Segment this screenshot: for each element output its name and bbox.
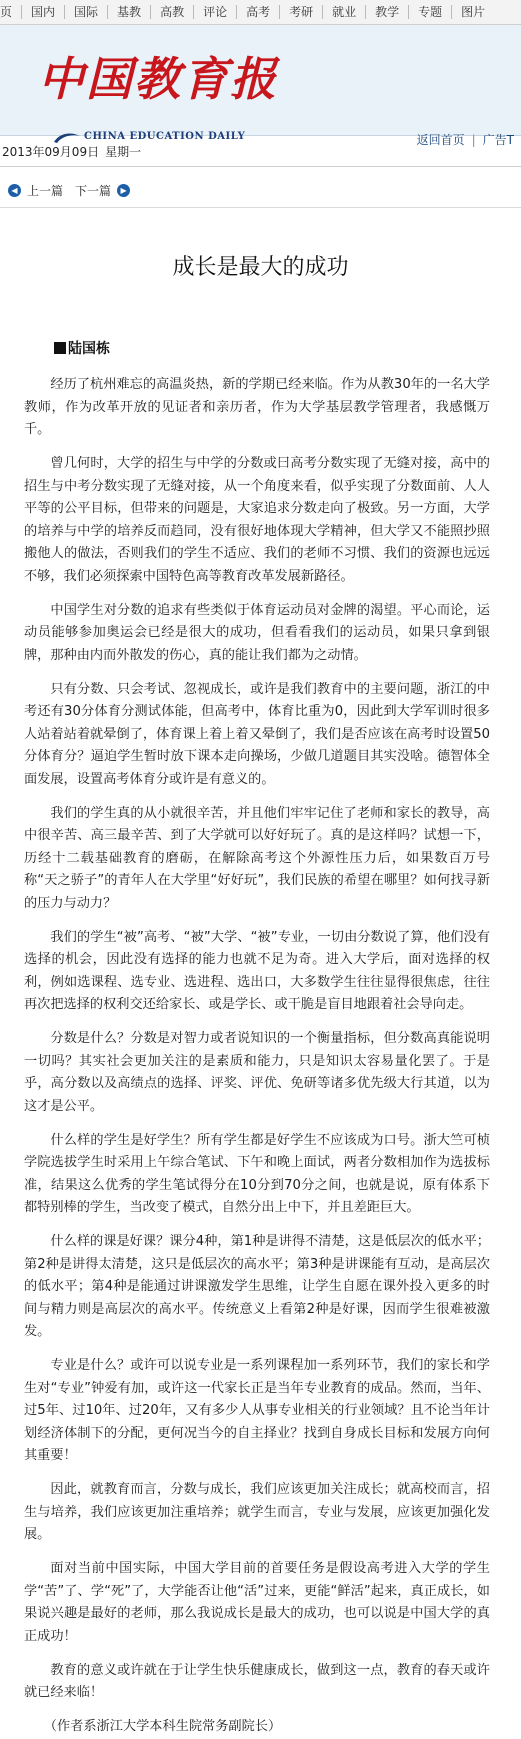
nav-item-jijiao[interactable]: 基教 xyxy=(107,5,150,19)
nav-item-jiuye[interactable]: 就业 xyxy=(322,5,365,19)
nav-item-tupian[interactable]: 图片 xyxy=(451,5,494,19)
nav-item-kaoyan[interactable]: 考研 xyxy=(279,5,322,19)
nav-item-pinglun[interactable]: 评论 xyxy=(193,5,236,19)
masthead xyxy=(0,25,521,147)
ad-link[interactable]: 广告T xyxy=(482,133,514,147)
top-nav xyxy=(0,0,521,25)
nav-item-gaojiao[interactable]: 高教 xyxy=(150,5,193,19)
article-paragraph: 经历了杭州难忘的高温炎热，新的学期已经来临。作为从教30年的一名大学教师，作为改革开放的见证者和亲历者，作为大学基层教学管理者，我感慨万千。 xyxy=(24,377,490,437)
article-paragraph: 我们的学生真的从小就很辛苦，并且他们牢牢记住了老师和家长的教导，高中很辛苦、高三最辛苦、到了大学就可以好好玩了。真的是这样吗？试想一下，历经十二载基础教育的磨砺，在解除高考这个外源性压力后，如果数百万号称“天之骄子”的青年人在大学里“好好玩”，我们民族的希望在哪里？如何找寻新的压力与动力？ xyxy=(24,805,490,911)
article-paragraph: 什么样的学生是好学生？所有学生都是好学生不应该成为口号。浙大竺可桢学院选拔学生时采用上午综合笔试、下午和晚上面试，两者分数相加作为选拔标准，结果这么优秀的学生笔试得分在10分到70分之间，也就是说，原有体系下都特别棒的学生，当改变了模式，自然分出上中下，并且差距巨大。 xyxy=(24,1132,490,1215)
article-paragraph: 因此，就教育而言，分数与成长，我们应该更加关注成长；就高校而言，招生与培养，我们应该更加注重培养；就学生而言，专业与发展，应该更加强化发展。 xyxy=(24,1482,490,1542)
newspaper-logo[interactable]: 中国教育报 xyxy=(38,52,278,106)
home-link[interactable]: 返回首页 xyxy=(416,133,465,147)
article-paragraph: 中国学生对分数的追求有些类似于体育运动员对金牌的渴望。平心而论，运动员能够参加奥运会已经是很大的成功，但看看我们的运动员，如果只拿到银牌，那种由内而外散发的伤心，真的能让我们都为之动情。 xyxy=(24,602,490,663)
next-arrow-icon[interactable]: ▶ xyxy=(117,184,130,197)
prev-article-link[interactable]: 上一篇 xyxy=(27,183,64,198)
article-paragraph: 曾几何时，大学的招生与中学的分数或曰高考分数实现了无缝对接，高中的招生与中考分数实现了无缝对接，从一个角度来看，似乎实现了分数面前、人人平等的公平目标，但带来的问题是，大家追求分数走向了极致。另一方面，大学的培养与中学的培养反而趋同，没有很好地体现大学精神，但大学又不能照抄照搬他人的做法，否则我们的学生不适应、我们的老师不习惯、我们的资源也远远不够，我们必须探索中国特色高等教育改革发展新路径。 xyxy=(24,456,490,584)
nav-item-guonei[interactable]: 国内 xyxy=(21,5,64,19)
issue-weekday: 星期一 xyxy=(105,144,142,159)
newspaper-logo-english: CHINA EDUCATION DAILY xyxy=(84,131,246,142)
nav-item-guoji[interactable]: 国际 xyxy=(64,5,107,19)
article xyxy=(0,208,521,1739)
author-square-icon xyxy=(54,342,66,354)
article-paragraph: 只有分数、只会考试、忽视成长，或许是我们教育中的主要问题，浙江的中考还有30分体育分测试体能，但高考中，体育比重为0，因此到大学军训时很多人站着站着就晕倒了，体育课上着上着又晕倒了，我们是否应该在高考时设置50分体育分？逼迫学生暂时放下课本走向操场，少做几道题目其实没啥。德智体全面发展，设置高考体育分或许是有意义的。 xyxy=(24,681,490,787)
article-pager xyxy=(0,173,521,208)
article-author xyxy=(54,338,521,358)
article-title: 成长是最大的成功 xyxy=(172,255,349,280)
issue-date: 2013年09月09日 xyxy=(2,144,100,159)
author-signature: （作者系浙江大学本科生院常务副院长） xyxy=(43,1719,282,1734)
article-paragraph: 专业是什么？或许可以说专业是一系列课程加一系列环节，我们的家长和学生对“专业”钟爱有加，或许这一代家长正是当年专业教育的成品。然而，当年、过5年、过10年、过20年，又有多少人从事专业相关的行业领域？且不论当年计划经济体制下的分配，更何况当今的自主择业？找到自身成长目标和发展方向何其重要！ xyxy=(24,1358,490,1463)
link-separator: | xyxy=(471,133,476,147)
article-paragraph: 分数是什么？分数是对智力或者说知识的一个衡量指标，但分数高真能说明一切吗？其实社会更加关注的是素质和能力，只是知识太容易量化罢了。于是乎，高分数以及高绩点的选择、评奖、评优、免研等诸多优先级大行其道，以为这才是公平。 xyxy=(24,1031,490,1114)
header-links xyxy=(410,131,521,148)
nav-item[interactable]: 页 xyxy=(0,5,13,19)
article-paragraph: 教育的意义或许就在于让学生快乐健康成长，做到这一点，教育的春天或许就已经来临！ xyxy=(24,1662,490,1700)
logo-swoosh-icon xyxy=(52,131,82,145)
article-body xyxy=(0,374,521,1739)
nav-item-gaokao[interactable]: 高考 xyxy=(236,5,279,19)
article-paragraph: 面对当前中国实际，中国大学目前的首要任务是假设高考进入大学的学生学“苦”了、学“死”了，大学能否让他“活”过来，更能“鲜活”起来，真正成长，如果说兴趣是最好的老师，那么我说成长是最大的成功，也可以说是中国大学的真正成功！ xyxy=(24,1561,490,1644)
author-name: 陆国栋 xyxy=(68,341,110,357)
nav-item-jiaoxue[interactable]: 教学 xyxy=(365,5,408,19)
prev-arrow-icon[interactable]: ◀ xyxy=(8,184,21,197)
next-article-link[interactable]: 下一篇 xyxy=(75,183,112,198)
article-paragraph: 什么样的课是好课？课分4种，第1种是讲得不清楚，这是低层次的低水平；第2种是讲得太清楚，这只是低层次的高水平；第3种是讲课能有互动，是高层次的低水平；第4种是能通过讲课激发学生思维，让学生自愿在课外投入更多的时间与精力则是高层次的高水平。传统意义上看第2种是好课，因而学生很难被激发。 xyxy=(24,1234,490,1339)
nav-item-zhuanti[interactable]: 专题 xyxy=(408,5,451,19)
article-paragraph: 我们的学生“被”高考、“被”大学、“被”专业，一切由分数说了算，他们没有选择的机会，因此没有选择的能力也就不足为奇。进入大学后，面对选择的权利，例如选课程、选专业、选进程、选出口，大多数学生往往显得很焦虑，往往再次把选择的权利交还给家长、或是学长、或干脆是盲目地跟着社会导向走。 xyxy=(24,929,490,1012)
